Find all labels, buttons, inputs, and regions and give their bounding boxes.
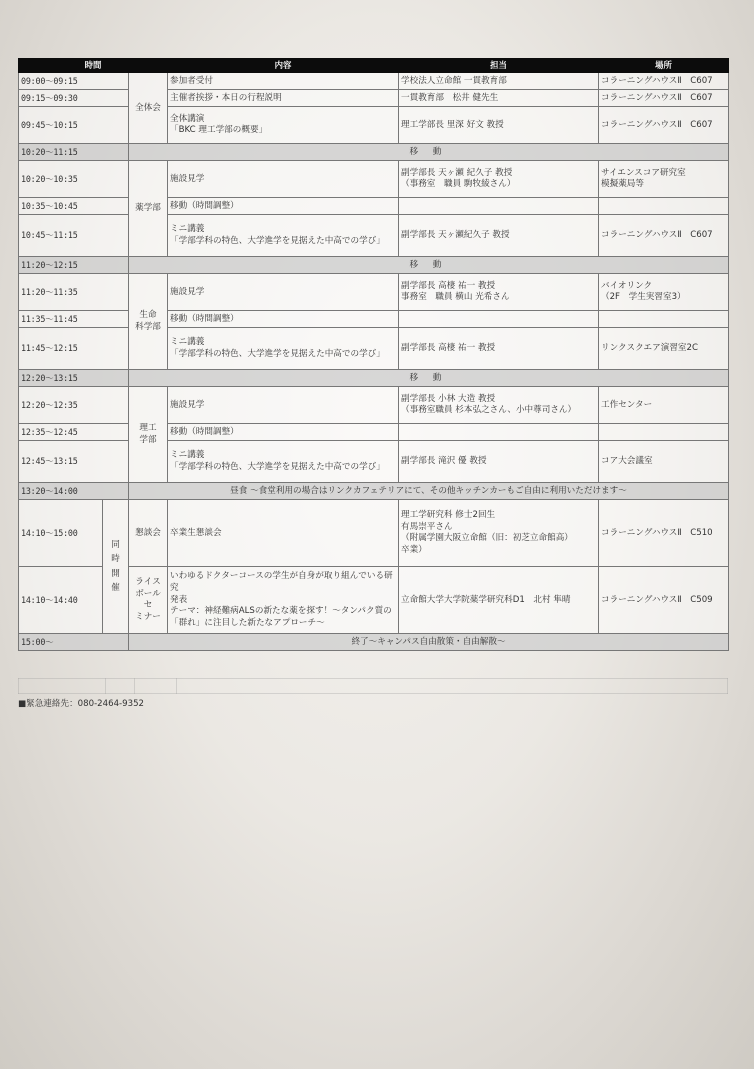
staff-line: 理工学研究科 修士2回生 <box>401 510 496 521</box>
table-row <box>19 107 729 144</box>
staff-line: （附属学園大阪立命館（旧：初芝立命館高） <box>401 533 573 544</box>
time-cell: 09:00～09:15 <box>19 73 129 90</box>
staff-cell <box>399 161 599 198</box>
group-science-engineering <box>129 387 168 483</box>
staff-line: 有馬崇平さん <box>401 521 453 532</box>
group-line: 理工 <box>139 423 157 434</box>
staff-cell <box>399 500 599 567</box>
place-line: バイオリンク <box>601 280 653 291</box>
content-line: 「学部学科の特色、大学進学を見据えた中高での学び」 <box>170 348 385 359</box>
staff-cell <box>399 424 599 441</box>
move-band-row <box>19 257 729 274</box>
content-line: 「学部学科の特色、大学進学を見据えた中高での学び」 <box>170 235 385 246</box>
content-cell: 移動（時間調整） <box>168 311 399 328</box>
kind-cell <box>129 567 168 634</box>
time-cell: 11:20～11:35 <box>19 274 129 311</box>
group-line: 科学部 <box>135 321 161 332</box>
move-text: 移 動 <box>129 257 729 274</box>
content-cell <box>168 328 399 370</box>
place-cell: コラーニングハウスⅡ C607 <box>599 90 729 107</box>
time-cell: 09:15～09:30 <box>19 90 129 107</box>
header-row <box>19 59 729 73</box>
table-row <box>19 90 729 107</box>
table-row <box>19 198 729 215</box>
place-cell: コア大会議室 <box>599 441 729 483</box>
table-row <box>19 424 729 441</box>
place-cell: コラーニングハウスⅡ C607 <box>599 107 729 144</box>
time-cell: 12:35～12:45 <box>19 424 129 441</box>
place-cell: コラーニングハウスⅡ C509 <box>599 567 729 634</box>
end-text: 終了～キャンパス自由散策・自由解散～ <box>129 634 729 651</box>
lunch-text: 昼食 ～食堂利用の場合はリンクカフェテリアにて、その他キッチンカーもご自由に利用いただけます～ <box>129 483 729 500</box>
group-line: 学部 <box>139 434 157 445</box>
table-row <box>19 73 729 90</box>
content-cell <box>168 107 399 144</box>
blank-table <box>18 678 728 694</box>
time-cell: 14:10～15:00 <box>19 500 103 567</box>
place-cell <box>599 161 729 198</box>
staff-cell: 副学部長 高棲 祐一 教授 <box>399 328 599 370</box>
table-row <box>19 274 729 311</box>
kind-line: ボールセ <box>135 588 161 611</box>
time-cell: 14:10～14:40 <box>19 567 103 634</box>
group-simultaneous <box>103 500 129 634</box>
staff-line: （事務室 職員 駒牧綾さん） <box>401 179 516 190</box>
group-pharmacy: 薬学部 <box>129 161 168 257</box>
content-line: ミニ講義 <box>170 224 205 235</box>
content-line: 「BKC 理工学部の概要」 <box>170 125 268 136</box>
time-cell: 11:20～12:15 <box>19 257 129 274</box>
time-cell: 11:35～11:45 <box>19 311 129 328</box>
header-time: 時間 <box>19 59 168 73</box>
table-row <box>19 328 729 370</box>
content-cell: 移動（時間調整） <box>168 198 399 215</box>
content-line: 発表 <box>170 594 188 605</box>
schedule-table <box>18 58 729 651</box>
time-cell: 09:45～10:15 <box>19 107 129 144</box>
table-row <box>19 500 729 567</box>
place-line: （2F 学生実習室3） <box>601 292 686 303</box>
group-line: 生命 <box>139 310 157 321</box>
content-line: 全体講演 <box>170 113 205 124</box>
place-cell <box>599 424 729 441</box>
staff-cell <box>399 387 599 424</box>
header-content: 内容 <box>168 59 399 73</box>
group-all: 全体会 <box>129 73 168 144</box>
place-cell <box>599 311 729 328</box>
content-line: いわゆるドクターコースの学生が自身が取り組んでいる研究 <box>170 571 393 593</box>
staff-line: 副学部長 小林 大造 教授 <box>401 393 496 404</box>
place-cell: コラーニングハウスⅡ C607 <box>599 73 729 90</box>
group-char: 催 <box>111 583 120 594</box>
content-cell: 施設見学 <box>168 387 399 424</box>
move-text: 移 動 <box>129 370 729 387</box>
content-cell: 主催者挨拶・本日の行程説明 <box>168 90 399 107</box>
staff-line: 副学部長 天ヶ瀬 紀久子 教授 <box>401 167 513 178</box>
kind-line: ライス <box>135 577 161 588</box>
kind-line: ミナー <box>135 611 161 622</box>
group-char: 開 <box>111 568 120 579</box>
content-cell <box>168 215 399 257</box>
time-cell: 12:45～13:15 <box>19 441 129 483</box>
content-cell: 卒業生懇談会 <box>168 500 399 567</box>
place-cell: 工作センター <box>599 387 729 424</box>
content-cell <box>168 567 399 634</box>
move-band-row <box>19 370 729 387</box>
content-cell: 参加者受付 <box>168 73 399 90</box>
content-line: ミニ講義 <box>170 337 205 348</box>
staff-line: （事務室職員 杉本弘之さん、小中尊司さん） <box>401 405 577 416</box>
place-cell: コラーニングハウスⅡ C607 <box>599 215 729 257</box>
staff-cell: 学校法人立命館 一貫教育部 <box>399 73 599 90</box>
content-line: 「学部学科の特色、大学進学を見据えた中高での学び」 <box>170 461 385 472</box>
staff-cell: 立命館大学大学院薬学研究科D1 北村 隼晴 <box>399 567 599 634</box>
emergency-contact: ■緊急連絡先：080-2464-9352 <box>18 699 145 709</box>
group-char: 時 <box>111 554 120 565</box>
content-cell: 施設見学 <box>168 274 399 311</box>
place-cell: コラーニングハウスⅡ C510 <box>599 500 729 567</box>
place-line: サイエンスコア研究室 <box>601 167 686 178</box>
place-line: 模擬薬局等 <box>601 179 644 190</box>
group-life-science <box>129 274 168 370</box>
header-staff: 担当 <box>399 59 599 73</box>
time-cell: 12:20～12:35 <box>19 387 129 424</box>
staff-cell <box>399 274 599 311</box>
staff-cell: 理工学部長 里深 好文 教授 <box>399 107 599 144</box>
staff-cell: 副学部長 滝沢 優 教授 <box>399 441 599 483</box>
content-cell: 移動（時間調整） <box>168 424 399 441</box>
table-row <box>19 215 729 257</box>
staff-line: 副学部長 高棲 祐一 教授 <box>401 280 496 291</box>
kind-cell: 懇談会 <box>129 500 168 567</box>
place-cell <box>599 198 729 215</box>
table-row <box>19 387 729 424</box>
time-cell: 13:20～14:00 <box>19 483 129 500</box>
table-row <box>19 441 729 483</box>
content-line: ミニ講義 <box>170 450 205 461</box>
staff-cell: 副学部長 天ヶ瀬紀久子 教授 <box>399 215 599 257</box>
content-line: テーマ：神経難病ALSの新たな薬を探す！～タンパク質の <box>170 606 392 617</box>
move-band-row <box>19 144 729 161</box>
time-cell: 11:45～12:15 <box>19 328 129 370</box>
time-cell: 10:20～11:15 <box>19 144 129 161</box>
end-band-row <box>19 634 729 651</box>
staff-line: 卒業） <box>401 544 427 555</box>
header-place: 場所 <box>599 59 729 73</box>
staff-cell <box>399 198 599 215</box>
place-cell <box>599 274 729 311</box>
content-cell: 施設見学 <box>168 161 399 198</box>
lunch-band-row <box>19 483 729 500</box>
table-row <box>19 161 729 198</box>
place-cell: リンクスクエア演習室2C <box>599 328 729 370</box>
table-row <box>19 311 729 328</box>
time-cell: 10:35～10:45 <box>19 198 129 215</box>
group-char: 同 <box>111 539 120 550</box>
content-cell <box>168 441 399 483</box>
staff-cell <box>399 311 599 328</box>
move-text: 移 動 <box>129 144 729 161</box>
staff-cell: 一貫教育部 松井 健先生 <box>399 90 599 107</box>
time-cell: 12:20～13:15 <box>19 370 129 387</box>
staff-line: 事務室 職員 横山 光希さん <box>401 292 510 303</box>
time-cell: 10:20～10:35 <box>19 161 129 198</box>
content-line: 「群れ」に注目した新たなアプローチ～ <box>170 617 325 628</box>
blank-row <box>19 679 728 694</box>
time-cell: 15:00～ <box>19 634 129 651</box>
time-cell: 10:45～11:15 <box>19 215 129 257</box>
